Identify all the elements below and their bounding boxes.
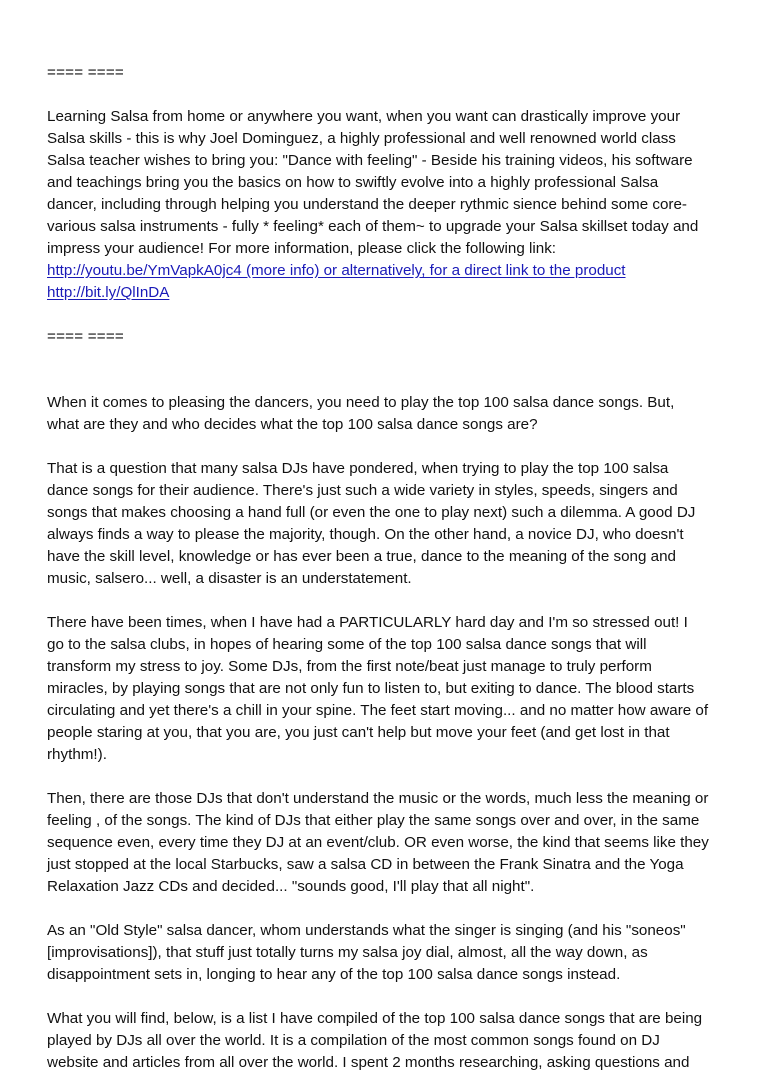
intro-line: impress your audience! For more information, please click the following link:	[47, 240, 557, 257]
paragraph-line: transform my stress to joy. Some DJs, from the first note/beat just manage to truly perform	[47, 658, 652, 675]
intro-line: and teachings bring you the basics on how to swiftly evolve into a highly professional Salsa	[47, 174, 659, 191]
product-link[interactable]: http://bit.ly/QlInDA	[47, 284, 170, 301]
paragraph-line: website and articles from all over the world. I spent 2 months researching, asking questions and	[47, 1054, 690, 1071]
intro-line: Salsa teacher wishes to bring you: "Dance with feeling" - Beside his training videos, his software	[47, 152, 693, 169]
paragraph-line: have the skill level, knowledge or has ever been a true, dance to the meaning of the song and	[47, 548, 677, 565]
paragraph-line: circulating and yet there's a chill in your spine. The feet start moving... and no matter how aware of	[47, 702, 709, 719]
paragraph-line: people staring at you, that you are, you just can't help but move your feet (and get lost in that	[47, 724, 670, 741]
paragraph-line: [improvisations]), that stuff just totally turns my salsa joy dial, almost, all the way down, as	[47, 944, 648, 961]
intro-line: Salsa skills - this is why Joel Dominguez, a highly professional and well renowned world class	[47, 130, 676, 147]
document-page	[47, 62, 727, 1074]
separator-bottom: ==== ====	[47, 328, 124, 345]
paragraph-line: As an "Old Style" salsa dancer, whom understands what the singer is singing (and his "soneos"	[47, 922, 686, 939]
paragraph-line: What you will find, below, is a list I have compiled of the top 100 salsa dance songs that are being	[47, 1010, 703, 1027]
separator-top: ==== ====	[47, 64, 124, 81]
paragraph-line: played by DJs all over the world. It is a compilation of the most common songs found on DJ	[47, 1032, 660, 1049]
paragraph-line: songs that makes choosing a hand full (or even the one to play next) such a dilemma. A good DJ	[47, 504, 696, 521]
paragraph-line: disappointment sets in, longing to hear any of the top 100 salsa dance songs instead.	[47, 966, 621, 983]
paragraph-line: feeling , of the songs. The kind of DJs that either play the same songs over and over, in the same	[47, 812, 700, 829]
paragraph-line: music, salsero... well, a disaster is an understatement.	[47, 570, 412, 587]
paragraph-5	[47, 920, 727, 986]
paragraph-1	[47, 392, 727, 436]
paragraph-line: rhythm!).	[47, 746, 107, 763]
intro-line: various salsa instruments - fully * feeling* each of them~ to upgrade your Salsa skillset today and	[47, 218, 699, 235]
intro-line: dancer, including through helping you understand the deeper rythmic sience behind some core-	[47, 196, 687, 213]
paragraph-6	[47, 1008, 727, 1074]
paragraph-line: dance songs for their audience. There's just such a wide variety in styles, speeds, singers and	[47, 482, 678, 499]
paragraph-line: go to the salsa clubs, in hopes of hearing some of the top 100 salsa dance songs that will	[47, 636, 647, 653]
youtube-link[interactable]: http://youtu.be/YmVapkA0jc4 (more info) or alternatively, for a direct link to the product	[47, 262, 626, 279]
paragraph-line: There have been times, when I have had a PARTICULARLY hard day and I'm so stressed out! I	[47, 614, 688, 631]
intro-line: Learning Salsa from home or anywhere you want, when you want can drastically improve your	[47, 108, 681, 125]
paragraph-line: just stopped at the local Starbucks, saw a salsa CD in between the Frank Sinatra and the Yoga	[47, 856, 684, 873]
paragraph-line: what are they and who decides what the top 100 salsa dance songs are?	[47, 416, 538, 433]
paragraph-line: When it comes to pleasing the dancers, you need to play the top 100 salsa dance songs. But,	[47, 394, 675, 411]
paragraph-line: Then, there are those DJs that don't understand the music or the words, much less the meaning or	[47, 790, 709, 807]
paragraph-3	[47, 612, 727, 766]
paragraph-line: always finds a way to please the majority, though. On the other hand, a novice DJ, who doesn't	[47, 526, 684, 543]
intro-paragraph	[47, 106, 727, 304]
paragraph-2	[47, 458, 727, 590]
paragraph-line: That is a question that many salsa DJs have pondered, when trying to play the top 100 salsa	[47, 460, 669, 477]
paragraph-line: miracles, by playing songs that are not only fun to listen to, but exiting to dance. The blood starts	[47, 680, 695, 697]
paragraph-line: sequence even, every time they DJ at an event/club. OR even worse, the kind that seems like they	[47, 834, 709, 851]
paragraph-4	[47, 788, 727, 898]
paragraph-line: Relaxation Jazz CDs and decided... "sounds good, I'll play that all night".	[47, 878, 535, 895]
